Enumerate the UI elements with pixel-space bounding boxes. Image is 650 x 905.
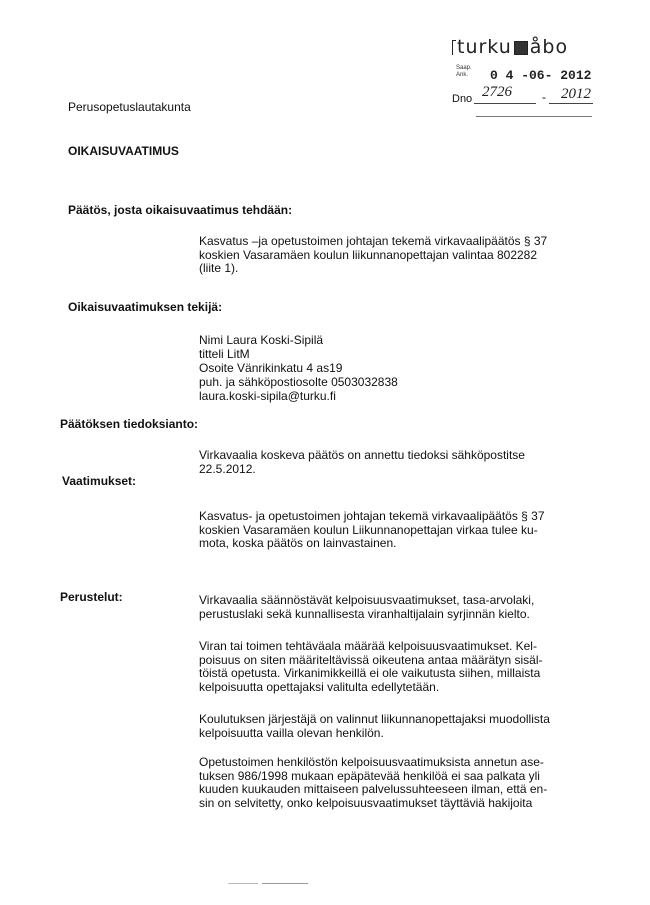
grounds-line: kuuden kuukauden mittaiseen palvelussuhteeseen ilman, että en- [199,782,548,796]
grounds-line: Viran tai toimen tehtäväala määrää kelpoisuusvaatimukset. Kel- [199,639,537,653]
grounds-line: Opetustoimen henkilöstön kelpoisuusvaatimuksista annetun ase- [199,755,544,769]
claimant-address: Osoite Vänrikinkatu 4 as19 [199,361,343,375]
demands-heading: Vaatimukset: [62,474,137,488]
demands-line: koskien Vasaramäen koulun Liikunnanopettajan virkaa tulee ku- [199,522,538,537]
stamp-title-suffix: åbo [529,36,569,58]
claimant-details [199,333,589,403]
notification-text [199,449,589,476]
grounds-paragraph-2 [199,640,589,694]
authority-name: Perusopetuslautakunta [68,100,191,114]
claimant-email: laura.koski-sipila@turku.fi [199,389,336,403]
grounds-paragraph-4 [199,756,589,810]
decision-line: Kasvatus –ja opetustoimen johtajan tekemä virkavaalipäätös § 37 [199,234,548,248]
stamp-bottom-line [476,116,592,117]
demands-text [199,510,589,551]
demands-line: Kasvatus- ja opetustoimen johtajan tekemä virkavaalipäätös § 37 [199,509,545,523]
stamp-recv-label-1: Saap. [456,65,472,71]
grounds-line: töistä opetusta. Virkanimikkeillä ei ole vaikutusta siihen, millaista [199,666,541,680]
claimant-phone: puh. ja sähköpostiosolte 0503032838 [199,375,398,389]
decision-line: (liite 1). [199,261,239,275]
stamp-bracket-icon [452,40,456,55]
grounds-line: kelpoisuutta vailla olevan henkilön. [199,725,384,740]
claimant-name: Nimi Laura Koski-Sipilä [199,333,324,347]
stamp-dno-separator: - [542,90,546,104]
stamp-dno-label: Dno [452,93,473,105]
scan-mark [228,883,258,884]
grounds-heading: Perustelut: [60,590,123,604]
grounds-line: Virkavaalia säännöstävät kelpoisuusvaatimukset, tasa-arvolaki, [199,593,535,607]
grounds-line: Koulutuksen järjestäjä on valinnut liikunnanopettajaksi muodollista [199,712,550,726]
stamp-date: 0 4 -06- 2012 [490,68,592,83]
claimant-title: titteli LitM [199,347,250,361]
notification-heading: Päätöksen tiedoksianto: [60,417,199,431]
grounds-line: kelpoisuutta opettajaksi valitulta edellytetään. [199,679,440,694]
stamp-title-text: turku [457,36,512,58]
grounds-paragraph-3 [199,713,589,740]
grounds-line: poisuus on siten määriteltävissä oikeutena antaa määrätyn sisäl- [199,652,543,667]
notification-line: 22.5.2012. [199,461,256,476]
stamp-dno-year: 2012 [561,86,591,102]
grounds-line: sin on selvitetty, onko kelpoisuusvaatimukset täyttäviä hakijoita [199,795,533,810]
grounds-paragraph-1 [199,594,589,621]
claimant-heading: Oikaisuvaatimuksen tekijä: [68,300,223,314]
stamp-recv-label-2: Ank. [456,72,469,78]
stamp-dno-number: 2726 [482,84,512,100]
document-title: OIKAISUVAATIMUS [68,144,179,158]
notification-line: Virkavaalia koskeva päätös on annettu tiedoksi sähköpostitse [199,448,525,462]
stamp-dno-underline-2 [549,103,593,104]
scan-mark [262,883,308,884]
grounds-line: tuksen 986/1998 mukaan epäpätevää henkilöä ei saa palkata yli [199,768,540,783]
demands-line: mota, koska päätös on lainvastainen. [199,536,397,550]
stamp-dno-underline-1 [474,103,536,104]
decision-heading: Päätös, josta oikaisuvaatimus tehdään: [68,203,293,217]
stamp-title [452,36,568,58]
turku-crest-icon [514,41,528,55]
grounds-line: perustuslaki sekä kunnallisesta viranhaltijalain syrjinnän kielto. [199,606,530,621]
decision-text [199,235,589,276]
decision-line: koskien Vasaramäen koulun liikunnanopettajan valintaa 802282 [199,247,538,262]
